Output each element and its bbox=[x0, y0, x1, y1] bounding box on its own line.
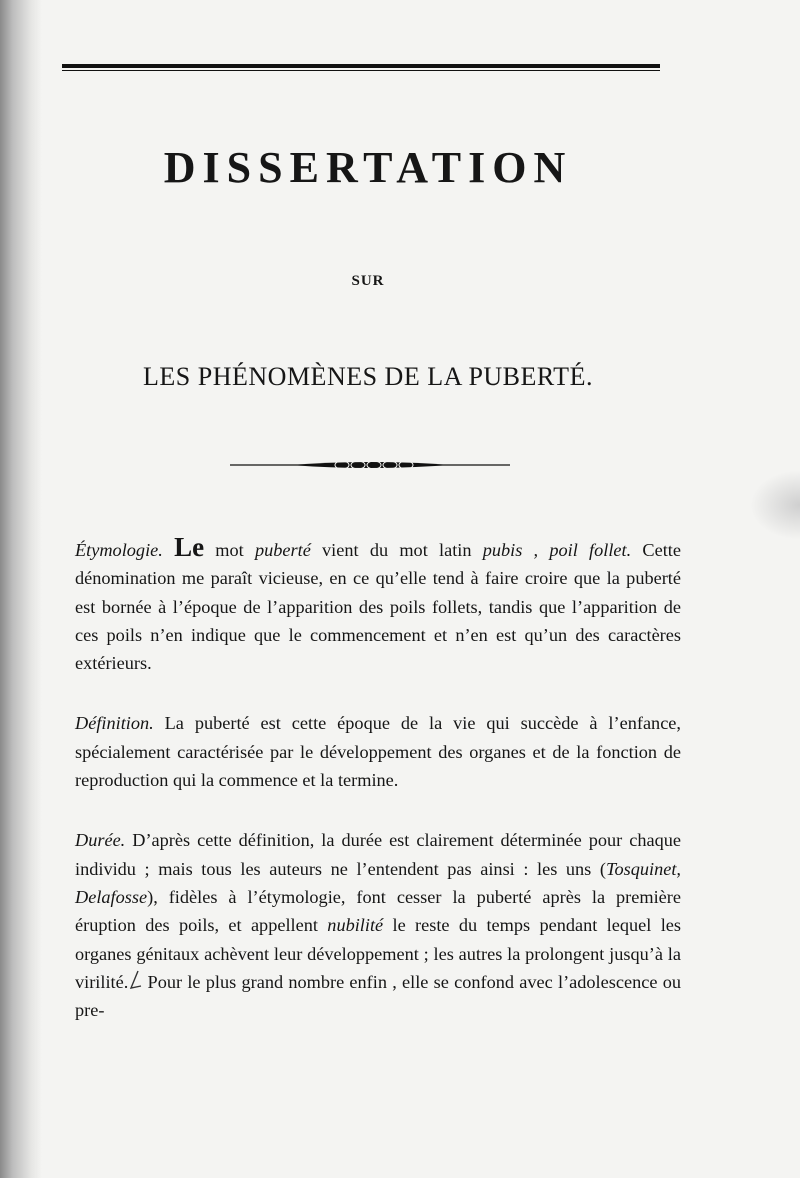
page-smudge bbox=[750, 470, 800, 540]
italic-term-puberte: puberté bbox=[254, 540, 311, 560]
page-title: DISSERTATION bbox=[163, 143, 573, 192]
italic-term-nubilite: nubilité bbox=[327, 915, 384, 936]
paragraph-etymologie bbox=[75, 533, 681, 677]
text-run: Cette dénomination me paraît vicieuse, en ce qu’elle tend à faire croire que la puberté est bornée à l’époque de l’apparition des poils follets, tandis que l’apparition de ces poils n’en indique que le commencement et n’en est qu’un des caractères extérieurs. bbox=[75, 540, 681, 674]
text-run: mot bbox=[204, 540, 255, 560]
text-run: vient du mot latin bbox=[310, 540, 483, 560]
text-run: le reste du temps pendant lequel les organes génitaux achèvent leur développement ; les autres la prolongent jusqu’à la virilité. bbox=[75, 915, 681, 992]
text-run: D’après cette définition, la durée est clairement déterminée pour chaque individu ; mais tous les auteurs ne l’entendent pas ainsi : les uns ( bbox=[75, 830, 681, 879]
section-label-etymologie: Étymologie. bbox=[75, 540, 163, 560]
title-connector: SUR bbox=[351, 273, 385, 289]
paragraph-definition bbox=[75, 709, 681, 794]
top-double-rule bbox=[62, 64, 660, 71]
text-run: Pour le plus grand nombre enfin , elle se confond avec l’adolescence ou pre- bbox=[75, 971, 681, 1021]
ornamental-divider bbox=[230, 457, 510, 473]
italic-authors: Tosquinet, Delafosse bbox=[75, 858, 681, 907]
pencil-mark-icon bbox=[128, 970, 142, 990]
text-run: La puberté est cette époque de la vie qui succède à l’enfance, spécialement caractérisée par le développement des organes et de la fonction de reproduction qui la commence et la termine. bbox=[75, 713, 681, 791]
italic-term-pubis: pubis , poil follet. bbox=[482, 540, 632, 560]
section-label-duree: Durée. bbox=[75, 830, 126, 851]
body-text bbox=[75, 533, 681, 1056]
paragraph-duree bbox=[75, 826, 681, 1024]
page-subtitle: LES PHÉNOMÈNES DE LA PUBERTÉ. bbox=[143, 362, 593, 391]
section-label-definition: Définition. bbox=[75, 713, 154, 734]
text-run: ), fidèles à l’étymologie, font cesser la puberté après la première éruption des poils, et appellent bbox=[75, 886, 681, 936]
drop-cap: Le bbox=[174, 532, 205, 562]
